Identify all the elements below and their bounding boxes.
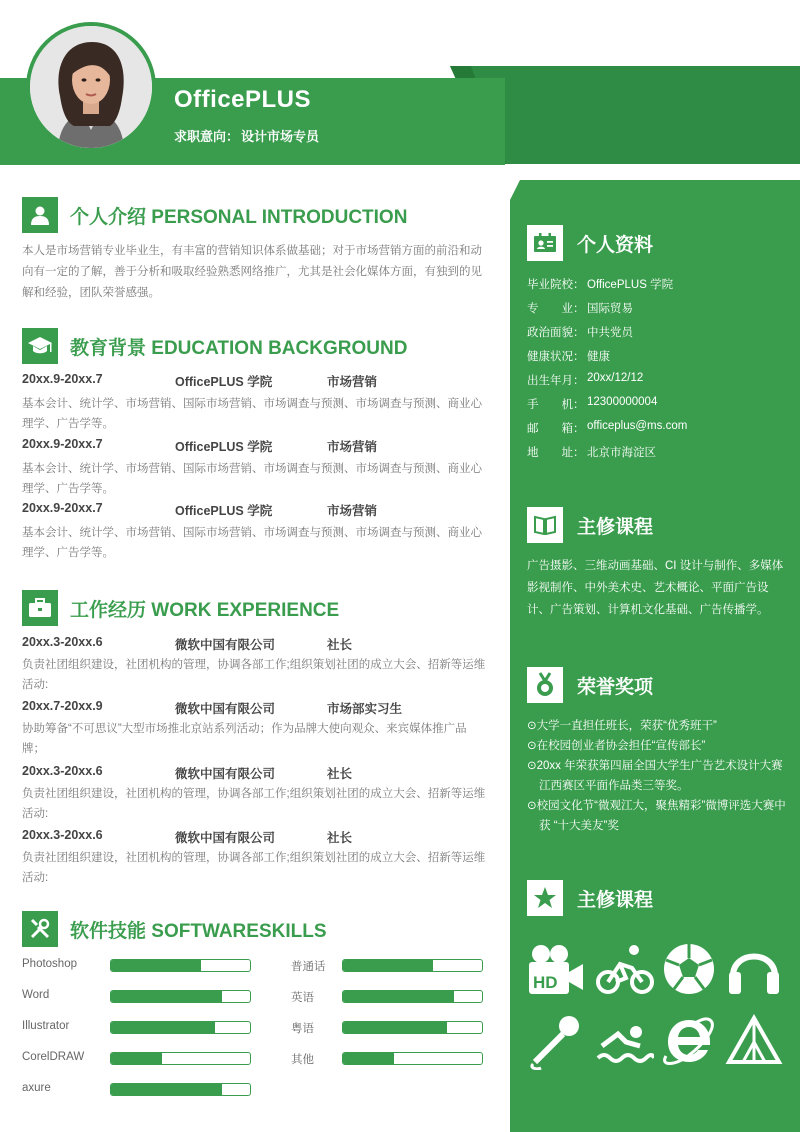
section-intro-title [22,197,407,233]
section-title-text: 软件技能 SOFTWARESKILLS [70,920,327,942]
skill-level-fill [343,991,454,1002]
skill-level-bar [342,959,483,972]
skill-level-fill [343,1053,394,1064]
profile-row [527,300,633,316]
skill-label: 粤语 [291,1023,314,1035]
section-work-title [22,590,339,626]
skill-level-bar [110,990,251,1003]
skill-level-bar [110,959,251,972]
star-icon [527,880,563,916]
entry-role: 社长 [327,831,353,845]
entry-role: 市场营销 [327,440,378,454]
profile-key: 出生年月： [527,375,585,387]
entry-org: 微软中国有限公司 [175,831,276,845]
profile-value: officeplus@ms.com [587,420,688,432]
microphone-icon [527,1012,585,1070]
honor-item: ⊙20xx 年荣获第四届全国大学生广告艺术设计大赛江西赛区平面作品类三等奖。 [527,760,783,792]
section-title-text: 教育背景 EDUCATION BACKGROUND [70,337,408,359]
profile-row [527,276,673,292]
job-intent-label: 求职意向： [174,129,240,144]
skill-label: Illustrator [22,1020,70,1032]
video-camera-icon [527,940,585,998]
section-honors-title [527,667,653,703]
section-title-text: 荣誉奖项 [577,676,654,698]
courses-text: 广告摄影、三维动画基础、CI 设计与制作、多媒体影视制作、中外美术史、艺术概论、平面广告设计、广告策划、计算机文化基础、广告传播学。 [527,560,784,616]
section-title-text: 个人介绍 PERSONAL INTRODUCTION [70,206,408,228]
job-intent [174,126,321,145]
entry-role: 市场营销 [327,504,378,518]
book-icon [527,507,563,543]
section-profile-title [527,225,653,261]
section-hobbies-title [527,880,653,916]
entry-org: OfficePLUS 学院 [175,375,273,389]
svg-text:HD: HD [533,973,558,992]
profile-key: 手 机： [527,399,585,411]
entry-role: 市场营销 [327,375,378,389]
profile-row [527,420,687,436]
skill-level-bar [342,1052,483,1065]
work-entry-head [22,635,492,653]
skill-level-bar [110,1021,251,1034]
profile-key: 毕业院校： [527,279,585,291]
job-intent-value: 设计市场专员 [241,129,320,144]
skill-label: 英语 [291,992,314,1004]
profile-value: 健康 [587,351,610,363]
swimming-icon [596,1012,654,1070]
skill-level-bar [110,1052,251,1065]
skill-level-fill [343,960,433,971]
user-icon [22,197,58,233]
work-entry-head [22,699,492,717]
education-entry-head [22,437,492,455]
profile-value: 北京市海淀区 [587,447,656,459]
honor-item: ⊙校园文化节“微观江大，聚焦精彩”微博评选大赛中获 “十大美友”奖 [527,800,786,832]
profile-value: 12300000004 [587,396,658,408]
education-entry-desc: 基本会计、统计学、市场营销、国际市场营销、市场调查与预测、市场调查与预测、商业心理学、广告学等。 [22,527,482,559]
profile-row [527,324,633,340]
section-title-text: 工作经历 WORK EXPERIENCE [70,599,340,621]
section-title-text: 主修课程 [577,889,654,911]
medal-icon [527,667,563,703]
entry-org: 微软中国有限公司 [175,702,276,716]
entry-role: 社长 [327,767,353,781]
skill-level-fill [111,1053,162,1064]
graduation-cap-icon [22,328,58,364]
honor-item: ⊙大学一直担任班长，荣获“优秀班干” [527,720,717,732]
entry-role: 市场部实习生 [327,702,403,716]
section-skills-title [22,911,327,947]
profile-row [527,444,656,460]
skill-level-fill [111,960,201,971]
profile-key: 邮 箱： [527,423,585,435]
skill-level-bar [110,1083,251,1096]
profile-key: 地 址： [527,447,585,459]
entry-date: 20xx.7-20xx.9 [22,699,103,713]
entry-date: 20xx.3-20xx.6 [22,764,103,778]
headphones-icon [725,940,783,998]
intro-text: 本人是市场营销专业毕业生，有丰富的营销知识体系做基础；对于市场营销方面的前沿和动向有一定的了解，善于分析和吸取经验熟悉网络推广，尤其是社会化媒体方面，有独到的见解和经验，团队荣誉感强。 [22,245,482,299]
honor-item: ⊙在校园创业者协会担任“宣传部长” [527,740,706,752]
entry-role: 社长 [327,638,353,652]
profile-value: OfficePLUS 学院 [587,279,674,291]
profile-value: 中共党员 [587,327,633,339]
skill-level-fill [343,1022,447,1033]
entry-date: 20xx.3-20xx.6 [22,828,103,842]
honors-list [527,716,787,836]
internet-explorer-icon [660,1012,718,1070]
profile-key: 政治面貌： [527,327,585,339]
entry-org: OfficePLUS 学院 [175,504,273,518]
cycling-icon [596,940,654,998]
avatar [26,22,156,152]
tools-icon [22,911,58,947]
skill-level-fill [111,1084,222,1095]
soccer-ball-icon [660,940,718,998]
skill-level-bar [342,1021,483,1034]
skill-label: 其他 [291,1054,314,1066]
education-entry-desc: 基本会计、统计学、市场营销、国际市场营销、市场调查与预测、市场调查与预测、商业心理学、广告学等。 [22,398,482,430]
profile-row [527,372,643,388]
entry-date: 20xx.9-20xx.7 [22,501,103,515]
skill-label: Photoshop [22,958,77,970]
skill-level-fill [111,991,222,1002]
work-entry-head [22,764,492,782]
work-entry-desc: 负责社团组织建设，社团机构的管理，协调各部工作;组织策划社团的成立大会、招新等运维活动: [22,659,486,691]
profile-row [527,348,610,364]
candidate-name: OfficePLUS [174,86,312,113]
skill-label: CorelDRAW [22,1051,85,1063]
entry-org: 微软中国有限公司 [175,767,276,781]
profile-row [527,396,657,412]
section-title-text: 个人资料 [577,234,654,256]
tent-icon [725,1012,783,1070]
profile-value: 国际贸易 [587,303,633,315]
entry-org: 微软中国有限公司 [175,638,276,652]
skill-level-bar [342,990,483,1003]
skill-level-fill [111,1022,215,1033]
id-card-icon [527,225,563,261]
entry-org: OfficePLUS 学院 [175,440,273,454]
profile-key: 专 业： [527,303,585,315]
work-entry-desc: 协助筹备“不可思议”大型市场推北京站系列活动；作为品牌大使向观众、来宾媒体推广品牌； [22,723,467,755]
education-entry-head [22,372,492,390]
education-entry-desc: 基本会计、统计学、市场营销、国际市场营销、市场调查与预测、市场调查与预测、商业心理学、广告学等。 [22,463,482,495]
entry-date: 20xx.9-20xx.7 [22,372,103,386]
briefcase-icon [22,590,58,626]
work-entry-head [22,828,492,846]
profile-key: 健康状况： [527,351,585,363]
work-entry-desc: 负责社团组织建设，社团机构的管理，协调各部工作;组织策划社团的成立大会、招新等运维活动: [22,852,486,884]
work-entry-desc: 负责社团组织建设，社团机构的管理，协调各部工作;组织策划社团的成立大会、招新等运维活动: [22,788,486,820]
entry-date: 20xx.9-20xx.7 [22,437,103,451]
skill-label: 普通话 [291,961,326,973]
education-entry-head [22,501,492,519]
section-courses-title [527,507,653,543]
section-education-title [22,328,407,364]
profile-value: 20xx/12/12 [587,372,644,384]
section-title-text: 主修课程 [577,516,654,538]
skill-label: Word [22,989,50,1001]
entry-date: 20xx.3-20xx.6 [22,635,103,649]
skill-label: axure [22,1082,51,1094]
